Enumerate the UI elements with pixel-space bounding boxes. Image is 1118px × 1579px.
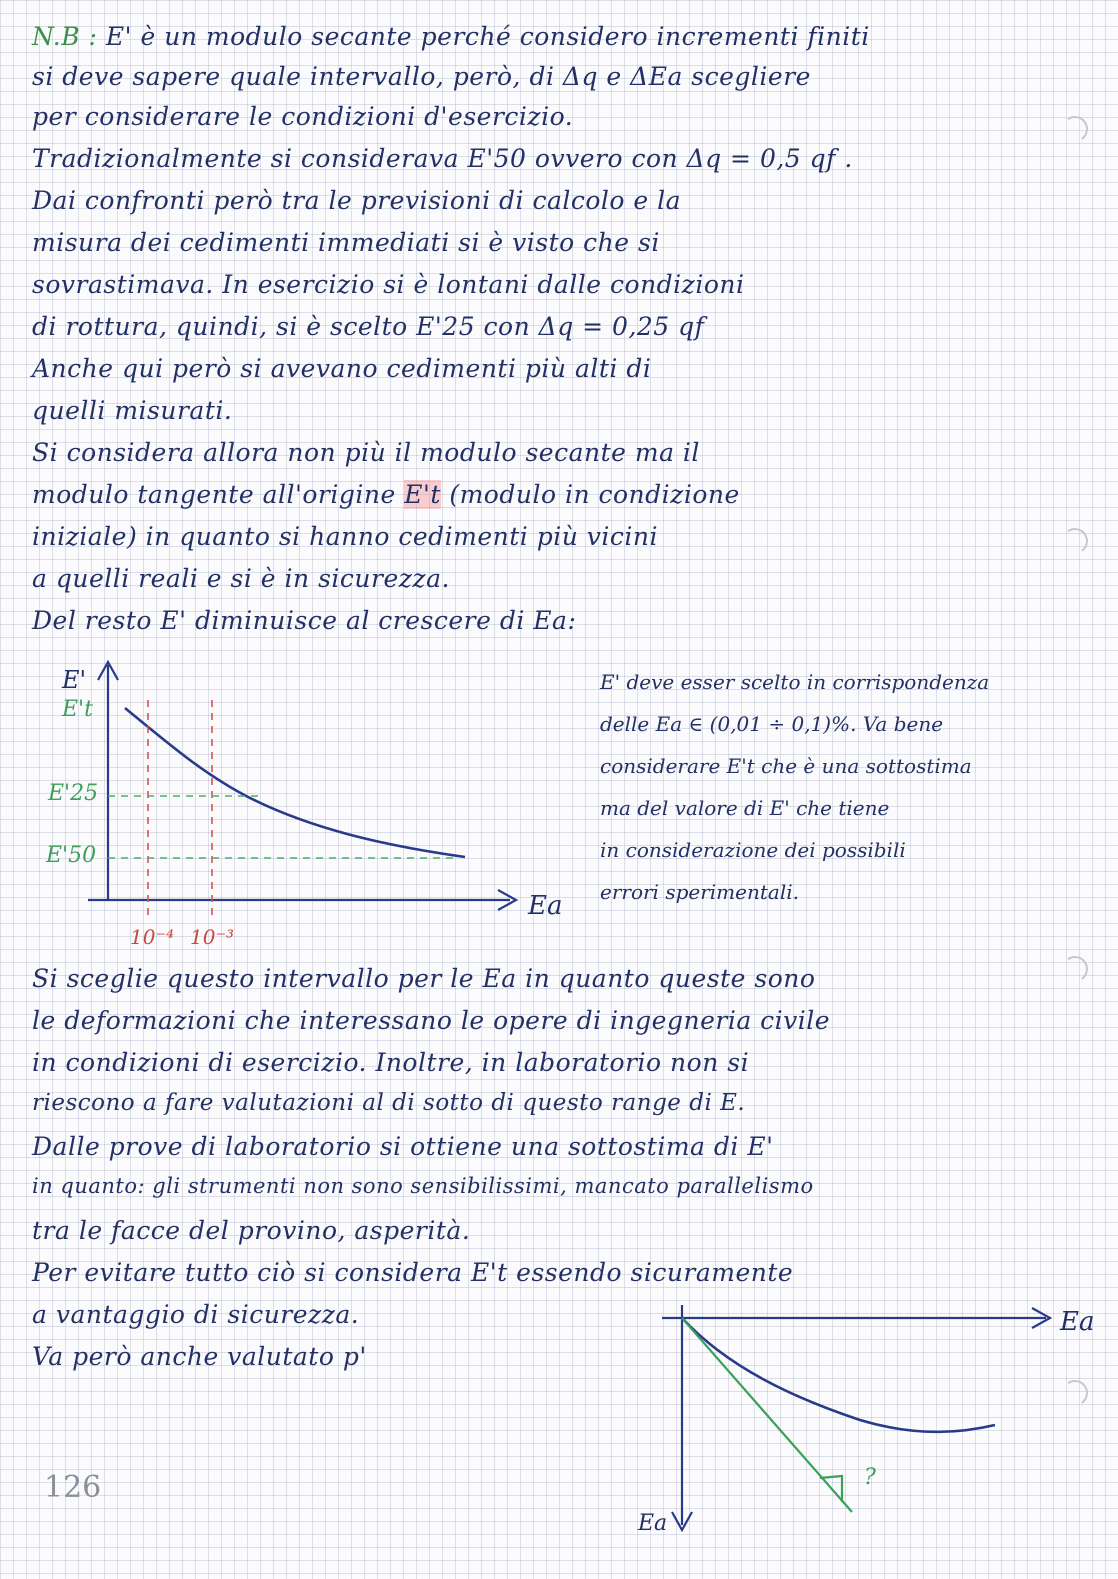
note-line-8: di rottura, quindi, si è scelto E'25 con Δq = 0,25 qf [32,312,705,341]
note-line-4: Tradizionalmente si considerava E'50 ovvero con Δq = 0,5 qf . [32,144,853,173]
note-line-11: Si considera allora non più il modulo secante ma il [32,438,700,467]
note-line-6: misura dei cedimenti immediati si è visto che si [32,228,660,257]
note-line-3: per considerare le condizioni d'esercizio. [32,102,574,131]
note-line-22: tra le facce del provino, asperità. [32,1216,471,1245]
note-line-15: Del resto E' diminuisce al crescere di Ea: [32,606,577,635]
side-note-2: delle Ea ∈ (0,01 ÷ 0,1)%. Va bene [600,712,944,736]
side-note-1: E' deve esser scelto in corrispondenza [600,670,990,694]
note-line-13: iniziale) in quanto si hanno cedimenti più vicini [32,522,658,551]
note-line-5: Dai confronti però tra le previsioni di calcolo e la [32,186,682,215]
note-line-23: Per evitare tutto ciò si considera E't essendo sicuramente [32,1258,794,1287]
chart1-ytick-t: E't [62,697,93,722]
side-note-4: ma del valore di E' che tiene [600,796,890,820]
page-number: 126 [44,1470,102,1505]
note-line-10: quelli misurati. [32,396,233,425]
chart2-tangent [682,1318,852,1512]
chart2-x-label: Ea [1060,1307,1095,1337]
note-line-25: Va però anche valutato p' [32,1342,367,1371]
chart2-curve [682,1318,995,1432]
note-line-2: si deve sapere quale intervallo, però, di Δq e ΔEa scegliere [32,62,811,91]
nb-tag: N.B : [32,22,98,51]
note-line-18: in condizioni di esercizio. Inoltre, in laboratorio non si [32,1048,750,1077]
note-text-12b: (modulo in condizione [449,480,740,509]
side-note-3: considerare E't che è una sottostima [600,754,972,778]
chart2-y-label: Ea [638,1511,668,1536]
note-line-9: Anche qui però si avevano cedimenti più alti di [32,354,652,383]
note-line-7: sovrastimava. In esercizio si è lontani dalle condizioni [32,270,745,299]
chart2-question: ? [864,1465,876,1490]
note-line-19: riescono a fare valutazioni al di sotto di questo range di E. [32,1090,746,1116]
note-line-14: a quelli reali e si è in sicurezza. [32,564,450,593]
side-note-5: in considerazione dei possibili [600,838,906,862]
chart1-y-label: E' [62,666,87,694]
note-line-24: a vantaggio di sicurezza. [32,1300,360,1329]
note-line-20: Dalle prove di laboratorio si ottiene una sottostima di E' [32,1132,774,1161]
chart1-xtick-1: 10⁻⁴ [130,925,175,949]
note-line-17: le deformazioni che interessano le opere di ingegneria civile [32,1006,831,1035]
note-line-16: Si sceglie questo intervallo per le Ea in quanto queste sono [32,964,816,993]
chart1-ytick-50: E'50 [46,843,97,868]
side-note-6: errori sperimentali. [600,880,799,904]
note-line-21: in quanto: gli strumenti non sono sensibilissimi, mancato parallelismo [32,1174,814,1198]
chart1-ytick-25: E'25 [48,781,99,806]
chart1-xtick-2: 10⁻³ [190,925,235,949]
note-text-1: E' è un modulo secante perché considero incrementi finiti [105,22,870,51]
highlighted-term: E't [404,480,441,509]
note-text-12: modulo tangente all'origine [32,480,396,509]
chart1-x-label: Ea [528,891,563,921]
